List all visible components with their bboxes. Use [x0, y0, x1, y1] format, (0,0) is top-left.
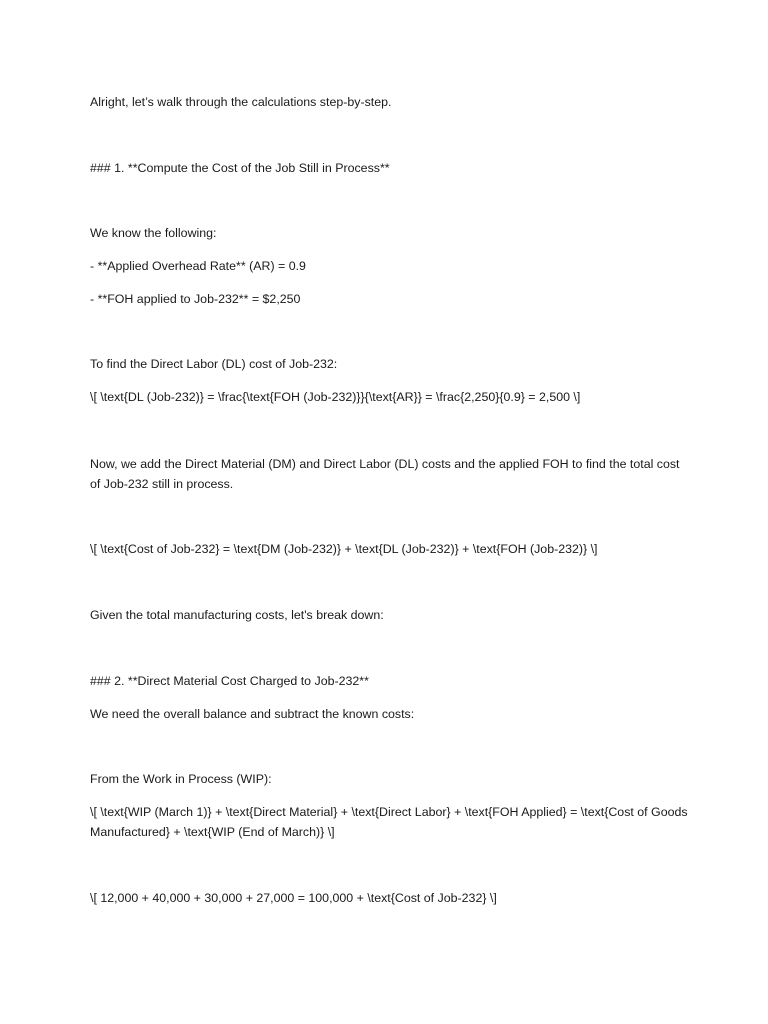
bullet-applied-overhead-rate: - **Applied Overhead Rate** (AR) = 0.9 — [90, 259, 306, 273]
total-cost-paragraph: Now, we add the Direct Material (DM) and Direct Labor (DL) costs and the applied FOH to find the total cost of Job-232 still in process. — [90, 457, 680, 491]
known-values-intro: We know the following: — [90, 226, 217, 240]
bullet-foh-applied: - **FOH applied to Job-232** = $2,250 — [90, 292, 301, 306]
wip-intro: From the Work in Process (WIP): — [90, 772, 272, 786]
intro-text: Alright, let’s walk through the calculations step-by-step. — [90, 95, 392, 109]
cost-of-job-formula: \[ \text{Cost of Job-232} = \text{DM (Job-232)} + \text{DL (Job-232)} + \text{FOH (Job-232)} \] — [90, 542, 598, 556]
numeric-equation: \[ 12,000 + 40,000 + 30,000 + 27,000 = 100,000 + \text{Cost of Job-232} \] — [90, 891, 497, 905]
dl-formula: \[ \text{DL (Job-232)} = \frac{\text{FOH (Job-232)}}{\text{AR}} = \frac{2,250}{0.9} = 2,500 \] — [90, 390, 581, 404]
breakdown-intro: Given the total manufacturing costs, let's break down: — [90, 608, 384, 622]
wip-formula: \[ \text{WIP (March 1)} + \text{Direct Material} + \text{Direct Labor} + \text{FOH Applied} = \text{Cost of Goods Manufactured} + \text{WIP (End of March)} \] — [90, 805, 688, 839]
dl-intro-text: To find the Direct Labor (DL) cost of Job-232: — [90, 357, 338, 371]
overall-balance-text: We need the overall balance and subtract the known costs: — [90, 707, 415, 721]
section-1-heading: ### 1. **Compute the Cost of the Job Still in Process** — [90, 161, 390, 175]
section-2-heading: ### 2. **Direct Material Cost Charged to Job-232** — [90, 674, 369, 688]
